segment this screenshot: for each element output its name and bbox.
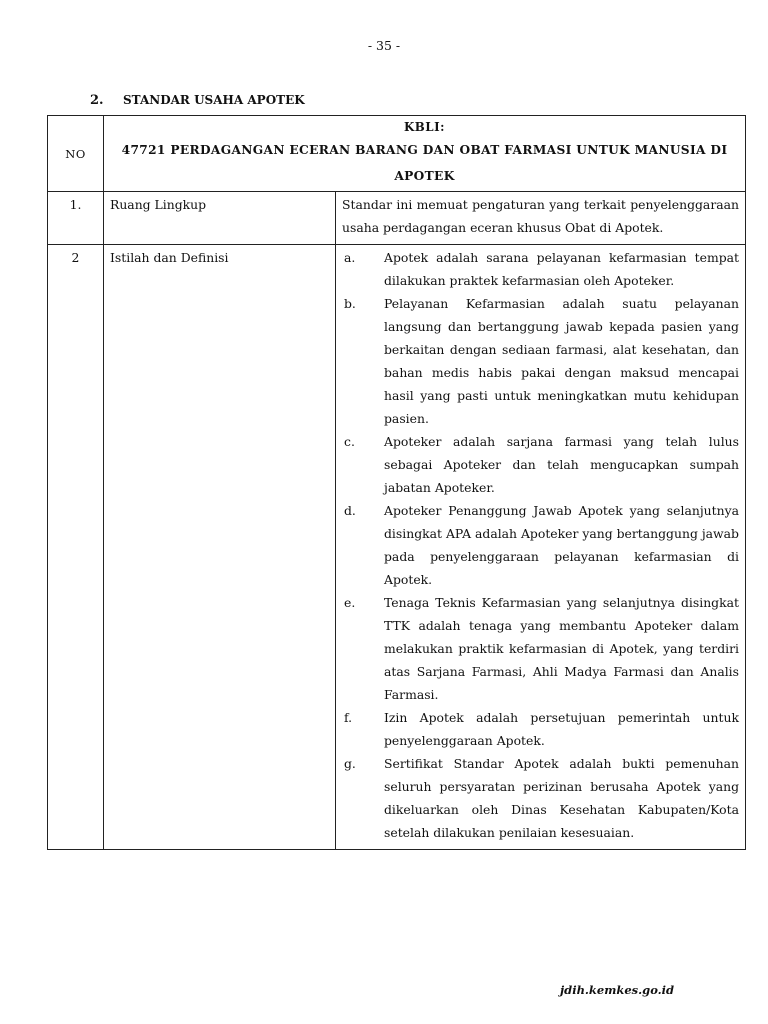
list-item (342, 499, 739, 591)
item-letter: g. (344, 756, 356, 771)
list-item (342, 752, 739, 844)
item-text: Pelayanan Kefarmasian adalah suatu pelayanan langsung dan bertanggung jawab kepada pasien yang berkaitan dengan sediaan farmasi, alat kesehatan, dan bahan medis habis pakai dengan maksud mencapai hasil yang pasti untuk meningkatkan mutu kehidupan pasien. (384, 296, 739, 426)
row-content: Standar ini memuat pengaturan yang terkait penyelenggaraan usaha perdagangan eceran khusus Obat di Apotek. (336, 192, 746, 245)
item-text: Izin Apotek adalah persetujuan pemerintah untuk penyelenggaraan Apotek. (384, 710, 739, 748)
page-number: - 35 - (367, 38, 401, 53)
table-header-row (48, 116, 746, 192)
row-number: 2 (48, 245, 104, 850)
section-title: STANDAR USAHA APOTEK (123, 93, 305, 107)
item-text: Tenaga Teknis Kefarmasian yang selanjutnya disingkat TTK adalah tenaga yang membantu Apoteker dalam melakukan praktik kefarmasian di Apotek, yang terdiri atas Sarjana Farmasi, Ahli Madya Farmasi dan Analis Farmasi. (384, 595, 739, 702)
item-letter: e. (344, 595, 356, 610)
list-item (342, 430, 739, 499)
section-heading (90, 92, 305, 108)
item-letter: a. (344, 250, 356, 265)
header-kbli (104, 116, 746, 192)
table-row (48, 192, 746, 245)
item-text: Sertifikat Standar Apotek adalah bukti pemenuhan seluruh persyaratan perizinan berusaha Apotek yang dikeluarkan oleh Dinas Kesehatan Kabupaten/Kota setelah dilakukan penilaian kesesuaian. (384, 756, 739, 840)
footer-source: jdih.kemkes.go.id (560, 983, 675, 997)
row-label: Istilah dan Definisi (104, 245, 336, 850)
item-text: Apoteker adalah sarjana farmasi yang telah lulus sebagai Apoteker dan telah mengucapkan sumpah jabatan Apoteker. (384, 434, 739, 495)
kbli-title: 47721 PERDAGANGAN ECERAN BARANG DAN OBAT FARMASI UNTUK MANUSIA DI APOTEK (121, 143, 728, 183)
kbli-label: KBLI: (404, 120, 445, 134)
row-label: Ruang Lingkup (104, 192, 336, 245)
table-row (48, 245, 746, 850)
item-letter: d. (344, 503, 356, 518)
standard-table (47, 115, 746, 850)
list-item (342, 591, 739, 706)
item-letter: c. (344, 434, 355, 449)
item-text: Apoteker Penanggung Jawab Apotek yang selanjutnya disingkat APA adalah Apoteker yang bertanggung jawab pada penyelenggaraan pelayanan kefarmasian di Apotek. (384, 503, 739, 587)
list-item (342, 706, 739, 752)
definition-list (336, 245, 746, 850)
item-letter: b. (344, 296, 356, 311)
row-number: 1. (48, 192, 104, 245)
section-number: 2. (90, 93, 104, 108)
item-letter: f. (344, 710, 353, 725)
list-item (342, 292, 739, 430)
header-no: NO (48, 116, 104, 192)
item-text: Apotek adalah sarana pelayanan kefarmasian tempat dilakukan praktek kefarmasian oleh Apoteker. (384, 250, 739, 288)
list-item (342, 246, 739, 292)
